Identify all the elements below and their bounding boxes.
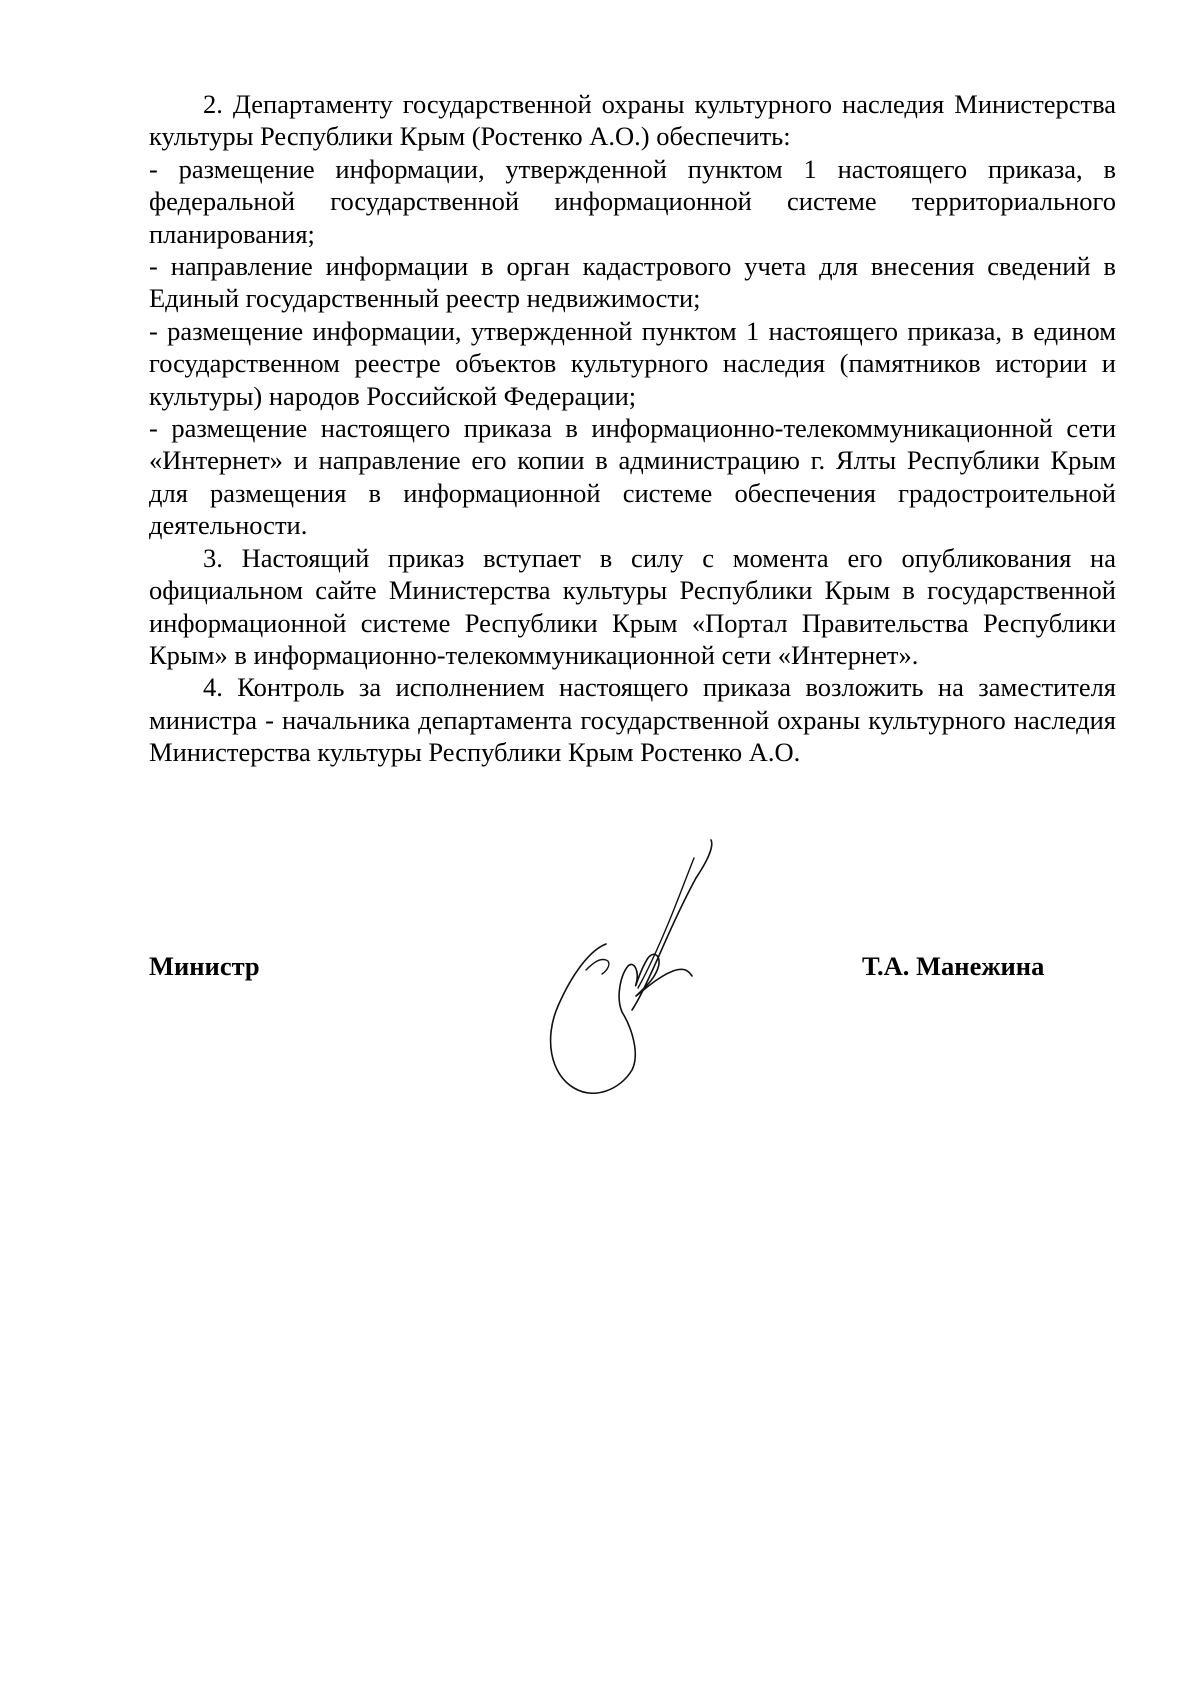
document-body [149,88,1116,769]
list-item-territorial-planning: - размещение информации, утвержденной пунктом 1 настоящего приказа, в федеральной государственной информационной системе территориального планирования; [149,153,1116,249]
paragraph-item-3: 3. Настоящий приказ вступает в силу с момента его опубликования на официальном сайте Министерства культуры Республики Крым в государственной информационной системе Республики Крым «Портал Правительства Республики Крым» в информационно-телекоммуникационной сети «Интернет». [149,542,1116,670]
signature-block [149,950,1116,990]
list-item-heritage-registry: - размещение информации, утвержденной пунктом 1 настоящего приказа, в едином государственном реестре объектов культурного наследия (памятников истории и культуры) народов Российской Федерации; [149,315,1116,411]
paragraph-item-4: 4. Контроль за исполнением настоящего приказа возложить на заместителя министра - начальника департамента государственной охраны культурного наследия Министерства культуры Республики Крым Ростенко А.О. [149,672,1116,768]
signatory-name: Т.А. Манежина [862,951,1045,981]
signatory-title: Министр [149,951,260,981]
list-item-internet-publication: - размещение настоящего приказа в информационно-телекоммуникационной сети «Интернет» и направление его копии в администрацию г. Ялты Республики Крым для размещения в информационной системе обеспечения градостроительной деятельности. [149,413,1116,541]
paragraph-item-2: 2. Департаменту государственной охраны культурного наследия Министерства культуры Республики Крым (Ростенко А.О.) обеспечить: [149,89,1116,152]
list-item-cadastral-registry: - направление информации в орган кадастрового учета для внесения сведений в Единый государственный реестр недвижимости; [149,251,1116,314]
